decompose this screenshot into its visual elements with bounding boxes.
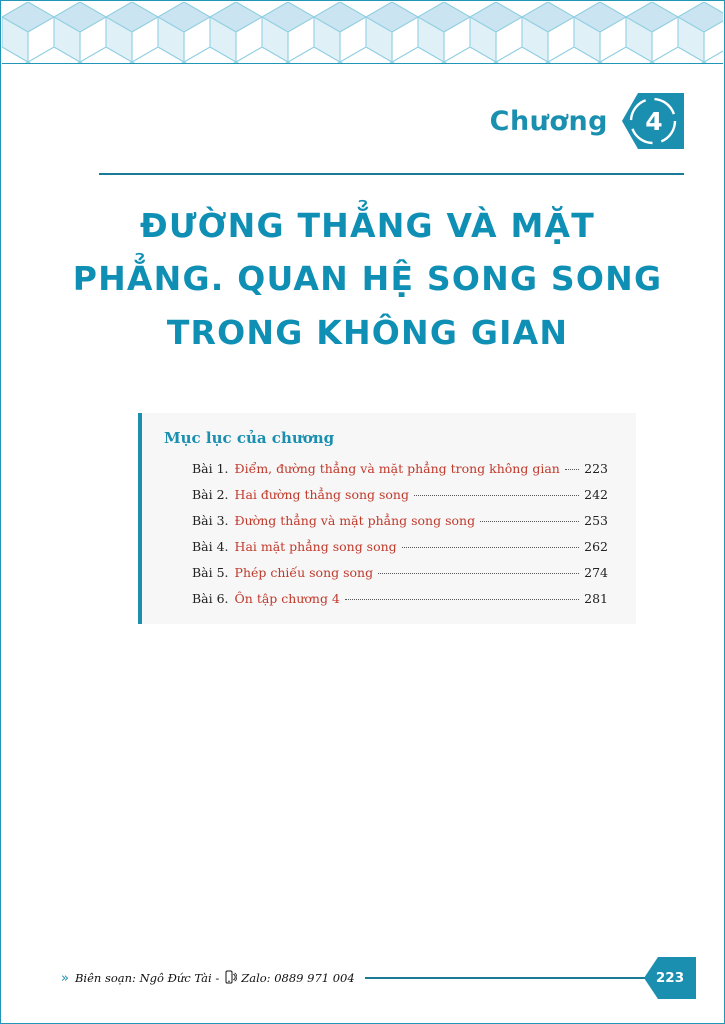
toc-item-number: Bài 6. — [192, 591, 229, 606]
toc-dot-leader — [414, 495, 579, 496]
toc-dot-leader — [565, 469, 579, 470]
toc-dot-leader — [378, 573, 579, 574]
toc-title: Mục lục của chương — [164, 429, 335, 447]
toc-item-label: Đường thẳng và mặt phẳng song song — [234, 513, 476, 528]
list-item[interactable] — [192, 461, 608, 476]
chapter-toc — [138, 413, 636, 624]
toc-item-page: 262 — [584, 539, 608, 554]
list-item[interactable] — [192, 565, 608, 580]
toc-dot-leader — [402, 547, 579, 548]
phone-icon — [223, 969, 237, 988]
list-item[interactable] — [192, 513, 608, 528]
list-item[interactable] — [192, 539, 608, 554]
toc-item-number: Bài 3. — [192, 513, 229, 528]
toc-item-page: 223 — [584, 461, 608, 476]
chapter-number-text: 4 — [645, 106, 663, 136]
toc-item-number: Bài 1. — [192, 461, 229, 476]
chapter-header — [490, 93, 684, 149]
chapter-word-label: Chương — [489, 105, 608, 137]
toc-item-page: 274 — [584, 565, 608, 580]
footer-contact: Zalo: 0889 971 004 — [241, 971, 355, 985]
list-item[interactable] — [192, 591, 608, 606]
toc-item-number: Bài 2. — [192, 487, 229, 502]
footer-divider — [365, 977, 646, 979]
toc-dot-leader — [480, 521, 579, 522]
chevron-right-icon: » — [61, 970, 69, 986]
toc-item-label: Hai mặt phẳng song song — [234, 539, 397, 554]
header-divider — [99, 173, 684, 175]
toc-dot-leader — [345, 599, 579, 600]
toc-item-page: 281 — [584, 591, 608, 606]
chapter-number-badge — [622, 93, 684, 149]
cube-pattern-icon — [2, 2, 723, 64]
toc-item-number: Bài 4. — [192, 539, 229, 554]
footer-author: Biên soạn: Ngô Đức Tài - — [74, 971, 220, 985]
page-number-text: 223 — [655, 970, 685, 986]
toc-item-label: Phép chiếu song song — [234, 565, 374, 580]
toc-item-label: Điểm, đường thẳng và mặt phẳng trong không gian — [234, 461, 560, 476]
toc-item-page: 253 — [584, 513, 608, 528]
page-title: ĐƯỜNG THẲNG VÀ MẶT PHẲNG. QUAN HỆ SONG SONG TRONG KHÔNG GIAN — [72, 206, 663, 352]
page-footer — [61, 963, 696, 993]
decorative-cube-band — [2, 2, 723, 64]
toc-item-number: Bài 5. — [192, 565, 229, 580]
toc-item-page: 242 — [584, 487, 608, 502]
toc-item-label: Hai đường thẳng song song — [234, 487, 409, 502]
page-number-badge — [644, 957, 696, 999]
toc-item-label: Ôn tập chương 4 — [234, 591, 340, 606]
toc-list — [164, 461, 616, 606]
list-item[interactable] — [192, 487, 608, 502]
